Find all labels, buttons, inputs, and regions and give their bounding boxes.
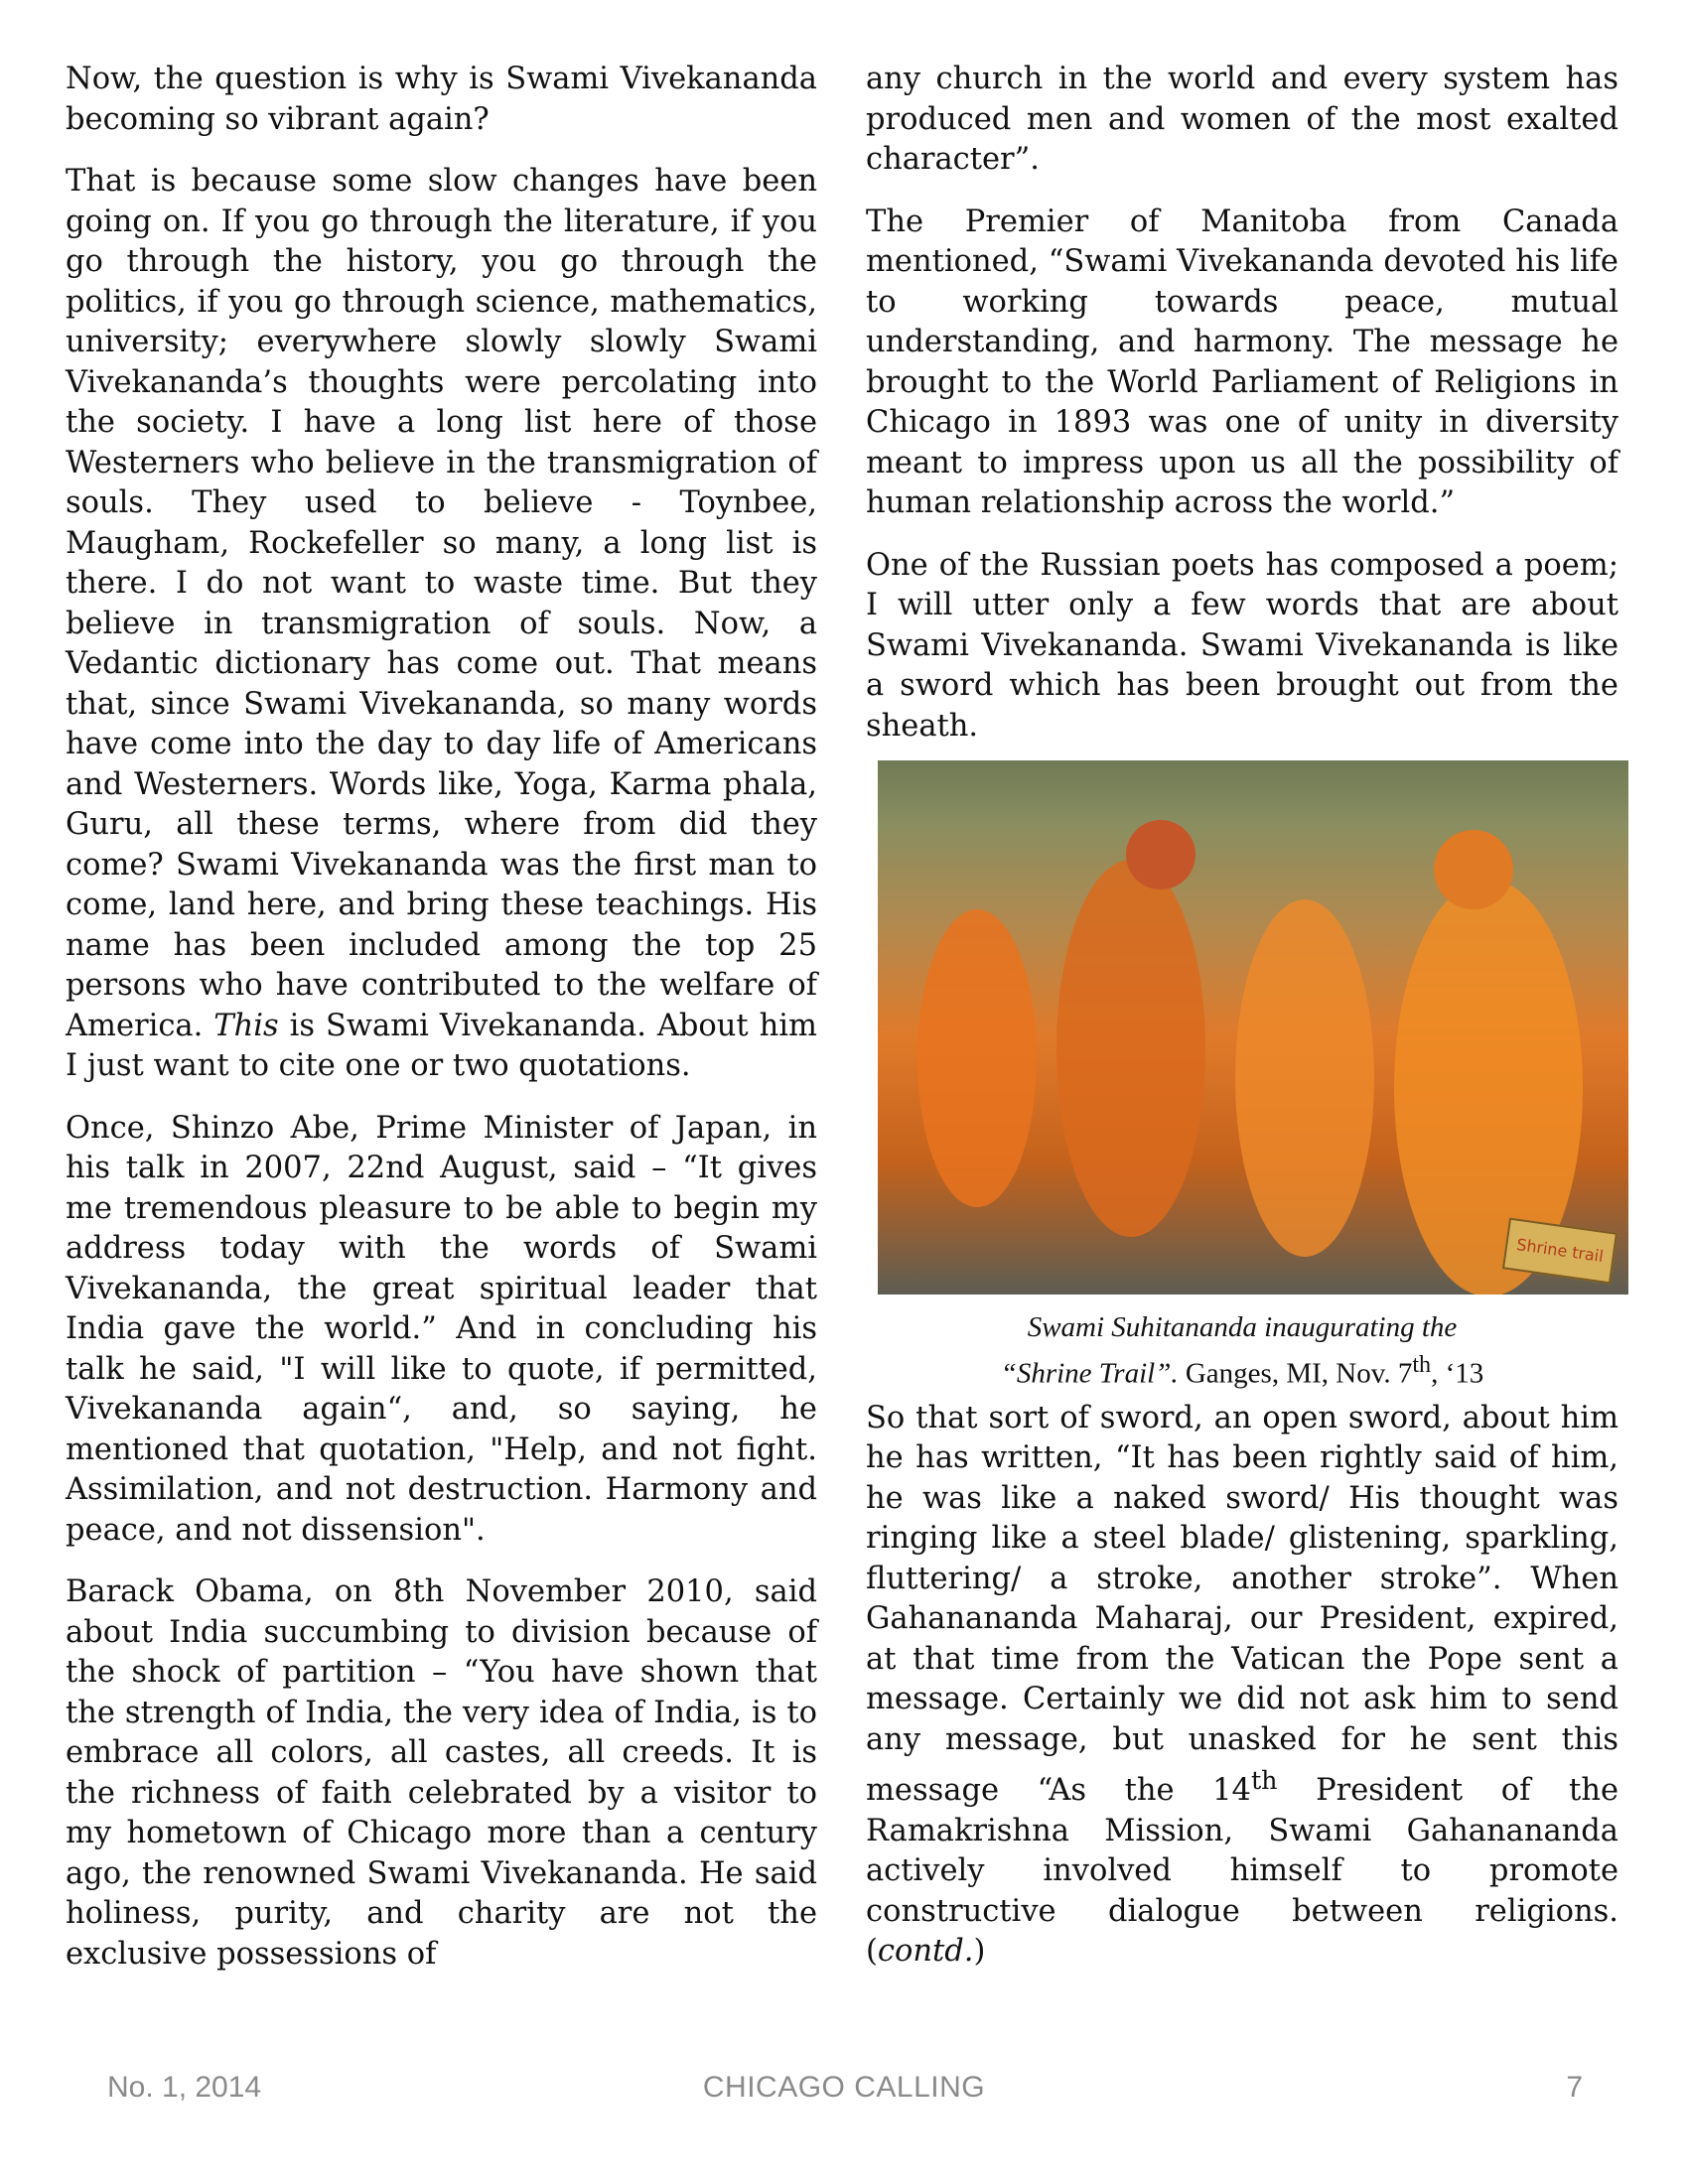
right-column — [866, 60, 1618, 1994]
paragraph-shinzo-abe: Once, Shinzo Abe, Prime Minister of Japan, in his talk in 2007, 22nd August, said – “It gives me tremendous pleasure to be able to begin my address today with the words of Swami Vivekananda, the great spiritual leader that India gave the world.” And in concluding his talk he said, "I will like to quote, if permitted, Vivekananda again“, and, so saying, he mentioned that quotation, "Help, and not fight. Assimilation, and not destruction. Harmony and peace, and not dissension". — [66, 1110, 817, 1548]
caption-date-suffix: th — [1412, 1351, 1432, 1378]
photo-figure-shape — [1126, 820, 1196, 889]
ordinal-suffix: th — [1250, 1765, 1278, 1796]
paragraph-premier-manitoba: The Premier of Manitoba from Canada mentioned, “Swami Vivekananda devoted his life to working towards peace, mutual understanding, and harmony. The message he brought to the World Parliament of Religions in Chicago in 1893 was one of unity in diversity meant to impress upon us all the possibility of human relationship across the world.” — [866, 204, 1618, 520]
event-photo — [878, 760, 1628, 1295]
paragraph-question: Now, the question is why is Swami Vivekananda becoming so vibrant again? — [66, 62, 817, 137]
caption-line-2 — [866, 1346, 1618, 1393]
contd-note: contd. — [877, 1934, 974, 1970]
footer-issue: No. 1, 2014 — [107, 2071, 262, 2104]
italic-this: This — [213, 1008, 279, 1043]
photo-figure-shape — [1056, 860, 1205, 1237]
page-footer — [0, 2071, 1688, 2111]
paragraph-open-sword-text: So that sort of sword, an open sword, about him he has written, “It has been rightly said of him, he was like a naked sword/ His thought was ringing like a steel blade/ glistening, sparkling, fluttering/ a stroke, another stroke”. When Gahanananda Maharaj, our President, expired, at that time from the Vatican the Pope sent a message. Certainly we did not ask him to send any message, but unasked for he sent this message “As the 14 — [866, 1400, 1618, 1809]
left-column — [66, 60, 817, 1996]
caption-line-1: Swami Suhitananda inaugurating the — [1027, 1311, 1458, 1343]
paragraph-slow-changes-text: That is because some slow changes have been going on. If you go through the literature, if you go through the history, you go through the politics, if you go through science, mathematics, university; everywhere slowly slowly Swami Vivekananda’s thoughts were percolating into the society. I have a long list here of those Westerners who believe in the transmigration of souls. They used to believe - Toynbee, Maugham, Rockefeller so many, a long list is there. I do not want to waste time. But they believe in transmigration of souls. Now, a Vedantic dictionary has come out. That means that, since Swami Vivekananda, so many words have come into the day to day life of Americans and Westerners. Words like, Yoga, Karma phala, Guru, all these terms, where from did they come? Swami Vivekananda was the first man to come, land here, and bring these teachings. His name has been included among the top 25 persons who have contributed to the welfare of America. — [66, 164, 817, 1043]
caption-shrine-trail: “Shrine Trail”. — [1000, 1357, 1179, 1390]
paragraph-russian-poet: One of the Russian poets has composed a poem; I will utter only a few words that are about Swami Vivekananda. Swami Vivekananda is like a sword which has been brought out from the sheath. — [866, 547, 1618, 744]
contd-close-paren: ) — [973, 1934, 986, 1970]
caption-year: , ‘13 — [1431, 1357, 1484, 1390]
photo-figure-shape — [1434, 830, 1513, 909]
caption-location-date: Ganges, MI, Nov. 7 — [1178, 1357, 1413, 1390]
footer-publication-title: CHICAGO CALLING — [702, 2071, 986, 2104]
photo-caption — [866, 1308, 1618, 1393]
paragraph-slow-changes-end: is Swami Vivekananda. About him I just want to cite one or two quotations. — [66, 1008, 817, 1083]
paragraph-open-sword — [866, 1399, 1618, 1973]
paragraph-church-continued: any church in the world and every system has produced men and women of the most exalted character”. — [866, 62, 1618, 177]
paragraph-barack-obama: Barack Obama, on 8th November 2010, said about India succumbing to division because of the shock of partition – “You have shown that the strength of India, the very idea of India, is to embrace all colors, all castes, all creeds. It is the richness of faith celebrated by a visitor to my hometown of Chicago more than a century ago, the renowned Swami Vivekananda. He said holiness, purity, and charity are not the exclusive possessions of — [66, 1574, 817, 1972]
shrine-trail-sign: Shrine trail — [1502, 1218, 1618, 1285]
paragraph-slow-changes — [66, 162, 817, 1087]
photo-figure-shape — [917, 909, 1037, 1207]
photo-figure-shape — [1235, 899, 1374, 1257]
footer-page-number: 7 — [1566, 2071, 1583, 2104]
paragraph-open-sword-end: President of the Ramakrishna Mission, Swami Gahanananda actively involved himself to promote constructive dialogue between religions. ( — [866, 1773, 1619, 1970]
